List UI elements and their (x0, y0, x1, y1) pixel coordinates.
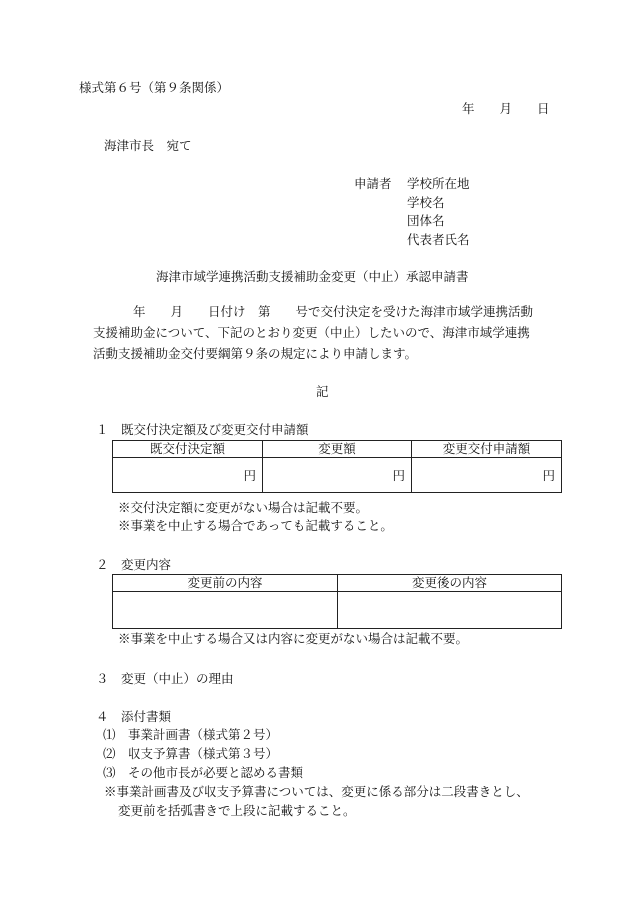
form-id: 様式第６号（第９条関係） (79, 80, 230, 95)
yen-unit: 円 (542, 468, 555, 483)
applicant-field-group: 団体名 (407, 213, 445, 228)
attachment-item-2: ⑵ 収支予算書（様式第３号） (103, 746, 279, 761)
ki-marker: 記 (316, 384, 329, 399)
addressee: 海津市長 宛て (104, 138, 192, 153)
section4-note-line-2: 変更前を括弧書きで上段に記載すること。 (118, 803, 356, 818)
applicant-field-address: 学校所在地 (407, 176, 470, 191)
applicant-label: 申請者 (354, 176, 392, 191)
section1-note-2: ※事業を中止する場合であっても記載すること。 (118, 518, 393, 533)
section4-note-line-1: ※事業計画書及び収支予算書については、変更に係る部分は二段書きとし、 (104, 784, 529, 799)
section4-heading: ４ 添付書類 (96, 709, 172, 724)
requested-amount-cell (412, 458, 562, 493)
document-title: 海津市域学連携活動支援補助金変更（中止）承認申請書 (156, 269, 469, 284)
section1-heading: １ 既交付決定額及び変更交付申請額 (96, 422, 309, 437)
change-content-table (112, 574, 562, 629)
applicant-field-representative: 代表者氏名 (407, 232, 470, 247)
attachment-item-3: ⑶ その他市長が必要と認める書類 (103, 765, 304, 780)
section3-heading: ３ 変更（中止）の理由 (96, 671, 234, 686)
attachment-item-1: ⑴ 事業計画書（様式第２号） (103, 727, 279, 742)
section2-note: ※事業を中止する場合又は内容に変更がない場合は記載不要。 (118, 631, 469, 646)
body-line-2: 支援補助金について、下記のとおり変更（中止）したいので、海津市域学連携 (93, 325, 530, 340)
yen-unit: 円 (243, 468, 256, 483)
section2-heading: ２ 変更内容 (96, 557, 172, 572)
col-header-after: 変更後の内容 (338, 575, 562, 592)
col-header-change-amount: 変更額 (263, 441, 412, 458)
body-line-1: 年 月 日付け 第 号で交付決定を受けた海津市域学連携活動 (133, 304, 534, 319)
before-content-cell (113, 592, 338, 629)
section1-note-1: ※交付決定額に変更がない場合は記載不要。 (118, 500, 369, 515)
amount-table (112, 440, 562, 493)
yen-unit: 円 (392, 468, 405, 483)
col-header-requested-amount: 変更交付申請額 (412, 441, 562, 458)
decided-amount-cell (113, 458, 263, 493)
applicant-field-school: 学校名 (407, 195, 445, 210)
col-header-before: 変更前の内容 (113, 575, 338, 592)
date-line: 年 月 日 (462, 101, 550, 116)
after-content-cell (338, 592, 562, 629)
change-amount-cell (263, 458, 412, 493)
body-line-3: 活動支援補助金交付要綱第９条の規定により申請します。 (93, 346, 418, 361)
col-header-decided-amount: 既交付決定額 (113, 441, 263, 458)
